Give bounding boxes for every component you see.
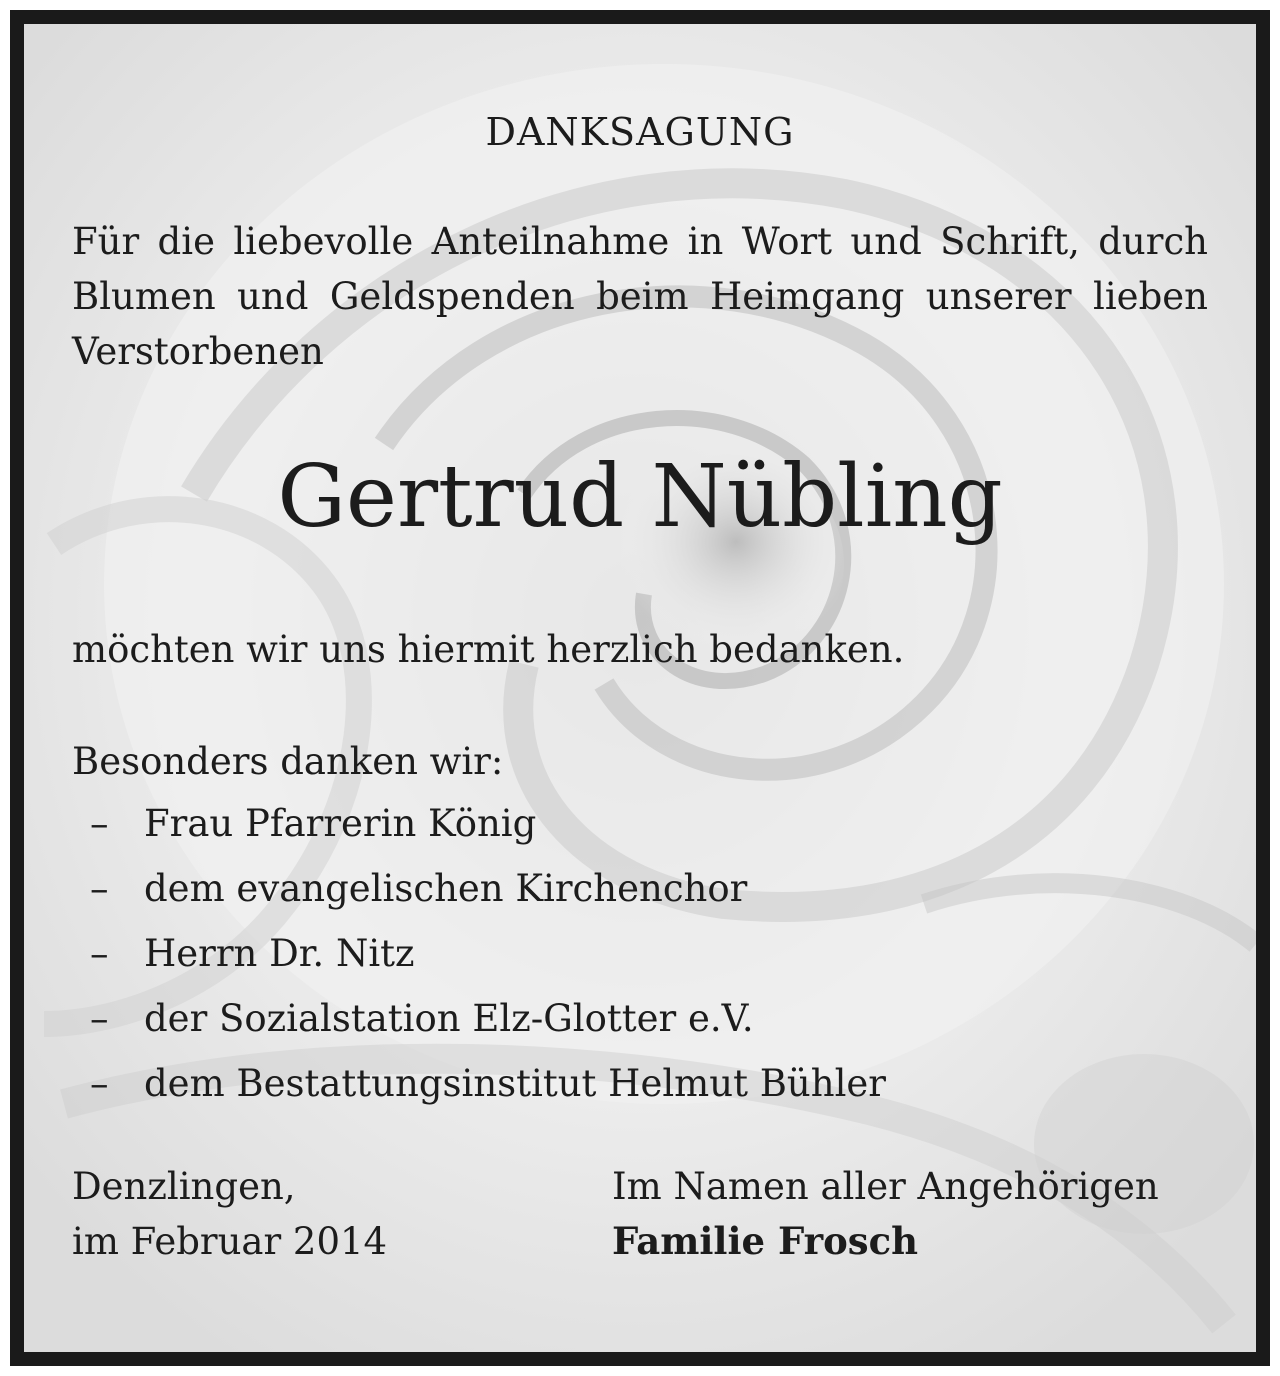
signature-line: Im Namen aller Angehörigen <box>612 1165 1159 1208</box>
special-thanks-title: Besonders danken wir: <box>72 740 504 783</box>
place-city: Denzlingen, <box>72 1165 296 1208</box>
list-item-text: dem evangelischen Kirchenchor <box>144 867 748 910</box>
list-item-text: der Sozialstation Elz-Glotter e.V. <box>144 997 754 1040</box>
intro-line-2: Blumen und Geldspenden beim Heimgang unserer lieben <box>72 275 1208 318</box>
list-item-text: Frau Pfarrerin König <box>144 802 537 845</box>
list-item <box>90 1056 886 1121</box>
family-name: Familie Frosch <box>612 1219 919 1263</box>
thanks-line: möchten wir uns hiermit herzlich bedanken. <box>72 628 905 671</box>
dash: – <box>90 1062 109 1105</box>
place-date-text: im Februar 2014 <box>72 1220 388 1263</box>
intro-text <box>72 214 1208 379</box>
notice-frame <box>10 10 1270 1366</box>
dash: – <box>90 867 109 910</box>
list-item <box>90 991 886 1056</box>
list-item <box>90 796 886 861</box>
dash: – <box>90 802 109 845</box>
deceased-name: Gertrud Nübling <box>277 447 1003 547</box>
notice-content <box>24 24 1256 1352</box>
list-item <box>90 926 886 991</box>
signature <box>612 1159 1159 1269</box>
list-item <box>90 861 886 926</box>
intro-line-3: Verstorbenen <box>72 330 324 373</box>
list-item-text: dem Bestattungsinstitut Helmut Bühler <box>144 1062 886 1105</box>
special-thanks-list <box>90 796 886 1121</box>
place-date <box>72 1159 387 1269</box>
heading: DANKSAGUNG <box>485 110 795 154</box>
intro-line-1: Für die liebevolle Anteilnahme in Wort und Schrift, durch <box>72 220 1208 263</box>
dash: – <box>90 932 109 975</box>
list-item-text: Herrn Dr. Nitz <box>144 932 415 975</box>
dash: – <box>90 997 109 1040</box>
